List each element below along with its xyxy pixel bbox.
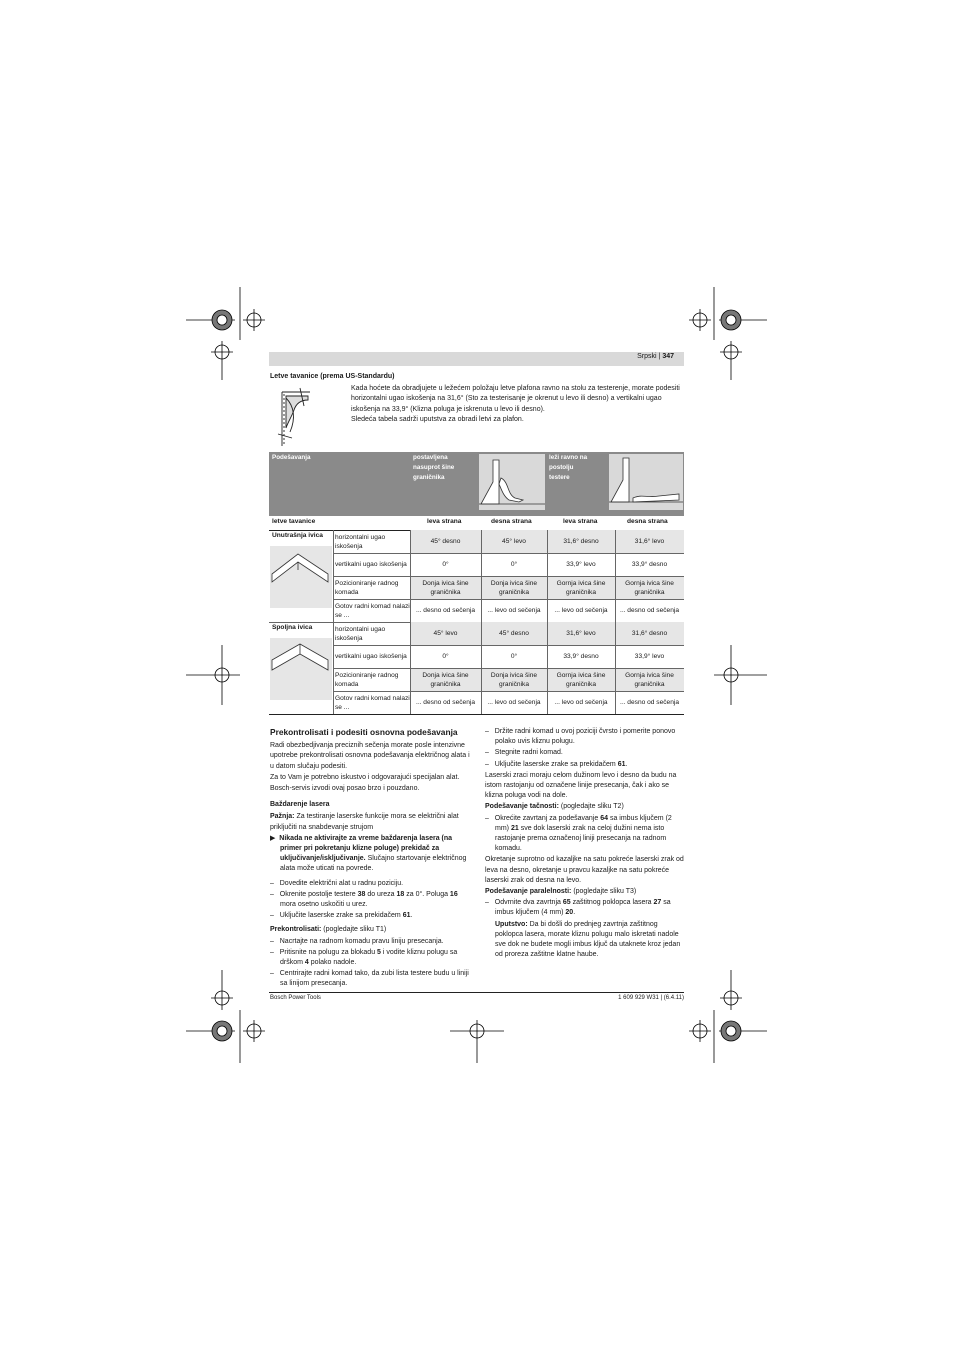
column-divider	[410, 530, 411, 714]
opt2-line-1: leži ravno na	[549, 454, 588, 461]
row-divider	[333, 691, 684, 692]
t: Odvrnite dva zavrtnja	[494, 899, 563, 907]
ref-number: 5	[377, 948, 381, 956]
t: Držite radni komad u ovoj poziciji čvrsto i pomerite ponovo polako uvis kliznu polugu.	[494, 728, 676, 746]
table-cell: ... desno od sečenja	[415, 699, 476, 706]
row-label: Gotov radni komad nalazi se ...	[335, 694, 410, 711]
table-cell: 0°	[510, 561, 518, 568]
right-column	[485, 727, 685, 961]
flat-position-illustration	[609, 454, 683, 510]
check-text: (pogledajte sliku T1)	[321, 926, 387, 934]
row-label: Gotov radni komad nalazi se ...	[335, 602, 410, 619]
table-cell: ... levo od sečenja	[487, 699, 541, 706]
table-cell: Donja ivica šine graničnika	[410, 576, 481, 599]
opt2-line-3: testere	[549, 474, 570, 481]
table-header-option-flat	[549, 453, 587, 483]
table-cell: 33,9° levo	[566, 561, 596, 568]
table-cell: 31,6° levo	[547, 622, 615, 645]
ref-number: 4	[304, 959, 309, 967]
dash: –	[270, 937, 274, 945]
table-cell: 31,6° desno	[615, 622, 684, 645]
opt2-line-2: postolju	[549, 464, 574, 471]
table-cell: 45° levo	[481, 530, 547, 553]
column-divider	[481, 530, 482, 714]
safety-bullet-text: Slučajno startovanje električnog alata može uticati na povrede.	[280, 855, 467, 873]
opt1-line-2: nasuprot šine	[413, 464, 455, 471]
ref-number: 27	[653, 899, 662, 907]
header-language: Srpski	[637, 353, 657, 360]
tip-text: Da bi došli do prednjeg zavrtnja zaštitnog poklopca lasera, morate kliznu polugu malo iskretati nadole sve dok ne budete mogli imbus ključ da utaknete kroz jedan od proreza zaštitne klatne haube.	[495, 920, 681, 959]
column-divider	[615, 530, 616, 714]
dash: –	[485, 728, 489, 735]
table-header-option-fence	[413, 453, 454, 483]
step-1	[270, 879, 470, 889]
dash: –	[270, 970, 274, 978]
check-step-4	[485, 727, 685, 747]
t: Uključite laserske zrake sa prekidačem	[494, 760, 618, 768]
ref-number: 65	[562, 899, 571, 907]
ref-number: 16	[449, 890, 458, 898]
ref-number: 18	[396, 890, 405, 898]
column-divider	[333, 530, 334, 714]
group-label-outer-corner: Spoljna ivica	[272, 624, 313, 631]
warning-text: Za testiranje laserske funkcije mora se električni alat priključiti na snabdevanje strujom	[270, 813, 459, 831]
parallel-text: (pogledajte sliku T3)	[571, 888, 637, 896]
table-cell: 45° desno	[481, 622, 547, 645]
row-divider	[333, 668, 684, 669]
row-label: Pozicioniranje radnog komada	[335, 579, 399, 596]
accuracy-step-1	[485, 814, 685, 855]
table-cell: ... levo od sečenja	[554, 699, 608, 706]
row-divider	[333, 599, 684, 600]
column-divider	[547, 530, 548, 714]
section-intro	[351, 384, 684, 426]
dash: –	[270, 879, 274, 887]
page-header-bar	[269, 352, 684, 366]
left-paragraph-3: Bosch-servis izvodi ovaj posao brzo i pouzdano.	[270, 785, 420, 793]
parallel-label: Podešavanje paralelnosti:	[485, 888, 572, 896]
table-cell: 33,9° levo	[634, 653, 665, 660]
check-step-1	[270, 937, 470, 947]
row-label: horizontalni ugao iskošenja	[335, 533, 386, 550]
parallel-step-1	[485, 898, 685, 918]
dash: –	[485, 760, 489, 768]
table-cell: ... levo od sečenja	[554, 607, 608, 614]
safety-bullet-bold: Nikada ne aktivirajte za vreme baždarenja lasera (na primer pri pokretanju klizne poluge) prekidač za uključivanje/isključivanje.	[279, 834, 453, 863]
table-cell: Gornja ivica šine graničnika	[615, 668, 684, 691]
table-cell: Donja ivica šine graničnika	[481, 668, 547, 691]
col-left-1: leva strana	[427, 518, 462, 525]
t: Nacrtajte na radnom komadu pravu liniju presecanja.	[279, 937, 444, 945]
page-header-text	[637, 353, 674, 360]
dash: –	[485, 749, 489, 757]
accuracy-text: (pogledajte sliku T2)	[558, 803, 624, 811]
t: sa imbus ključem (2 mm)	[495, 814, 672, 832]
ref-number: 64	[600, 814, 608, 822]
left-paragraph-1: Radi obezbedjivanja preciznih sečenja morate posle intenzivne upotrebe prekontrolisati osnovna podešavanja električnog alata i u datom slučaju podesiti.	[270, 742, 470, 770]
intro-paragraph-1: Kada hoćete da obradjujete u ležećem položaju letve plafona ravno na stolu za testerenje, morate podesiti horizontalni ugao iskošenja na 31,6° (Sto za testerisanje je okrenut u levo ili desno) a vertikalni ugao iskošenja na 33,9° (Klizna poluga je iskrenuta u levo ili desno).	[351, 385, 680, 413]
t: mora osetno uskočiti u urez.	[280, 901, 368, 909]
table-cell: ... desno od sečenja	[619, 699, 680, 706]
table-cell: 0°	[510, 653, 518, 660]
table-header	[269, 452, 684, 516]
intro-paragraph-2: Sledeća tabela sadrži uputstva za obradi letvi za plafon.	[351, 416, 524, 424]
row-label: vertikalni ugao iskošenja	[335, 561, 407, 568]
t: sa imbus ključem (4 mm)	[495, 899, 671, 917]
col-right-2: desna strana	[627, 518, 668, 525]
heading-check-settings: Prekontrolisati i podesiti osnovna podešavanja	[270, 727, 458, 737]
t: Pritisnite na polugu za blokadu	[279, 948, 378, 956]
step-2	[270, 890, 470, 910]
right-paragraph-1: Laserski zraci moraju celom dužinom levo i desno da budu na istom rastojanju od označene linije presecanja, čak i ako se klizna poluga vodi na dole.	[485, 771, 677, 800]
row-divider	[333, 645, 684, 646]
group-label-inner-corner: Unutrašnja ivica	[272, 532, 323, 539]
header-separator: |	[658, 353, 661, 360]
t: polako nadole.	[308, 959, 357, 967]
ref-number: 38	[357, 890, 366, 898]
inner-corner-illustration	[270, 546, 332, 608]
t: .	[625, 760, 628, 768]
warning-paragraph	[270, 812, 470, 832]
opt1-line-1: postavljena	[413, 454, 448, 461]
t: Okrenite postolje testere	[279, 890, 358, 898]
table-cell: 33,9° desno	[563, 653, 599, 660]
warning-label: Pažnja:	[270, 813, 295, 821]
left-column	[270, 727, 470, 991]
left-paragraph-2: Za to Vam je potrebno iskustvo i odgovarajući specijalan alat.	[270, 773, 460, 781]
row-divider	[333, 576, 684, 577]
check-step-3	[270, 969, 470, 989]
table-cell: 0°	[442, 561, 449, 568]
tip-paragraph	[485, 920, 685, 961]
ref-number: 21	[510, 824, 519, 832]
check-step-6	[485, 760, 685, 770]
page-number: 347	[662, 353, 674, 360]
ref-number: 61	[617, 760, 626, 768]
t: Centrirajte radni komad tako, da zubi lista testere budu u liniji sa linijom presecanja.	[279, 970, 469, 988]
footer-brand: Bosch Power Tools	[270, 995, 321, 1001]
ref-number: 20	[565, 909, 574, 917]
dash: –	[270, 912, 274, 920]
dash: –	[270, 890, 274, 898]
ceiling-moulding-illustration	[270, 384, 346, 450]
col-right-1: desna strana	[491, 518, 532, 525]
t: zaštitnog poklopca lasera	[570, 899, 654, 907]
table-cell: ... desno od sečenja	[619, 607, 680, 614]
dash: –	[485, 814, 489, 822]
row-label: Pozicioniranje radnog komada	[335, 671, 399, 688]
row-divider	[333, 553, 684, 554]
table-cell: Gornja ivica šine graničnika	[547, 668, 615, 691]
table-header-settings: Podešavanja	[272, 454, 311, 461]
table-body	[269, 530, 684, 713]
t: .	[573, 909, 576, 917]
t: Okrećite zavrtanj za podešavanje	[494, 814, 601, 822]
table-cell: 0°	[442, 653, 449, 660]
check-heading	[270, 925, 470, 935]
t: za 0°. Poluga	[404, 890, 450, 898]
check-label: Prekontrolisati:	[270, 926, 322, 934]
table-cell: 33,9° desno	[631, 561, 668, 568]
t: .	[410, 912, 413, 920]
accuracy-heading	[485, 802, 685, 812]
safety-bullet	[270, 834, 470, 875]
table-cell: Gornja ivica šine graničnika	[547, 576, 615, 599]
col-left-2: leva strana	[563, 518, 598, 525]
dash: –	[270, 948, 274, 956]
table-cell: Donja ivica šine graničnika	[481, 576, 547, 599]
table-cell: 45° levo	[410, 622, 481, 645]
table-column-header-row	[269, 516, 684, 531]
bullet-arrow-icon: ▶	[270, 834, 276, 842]
t: Uključite laserske zrake sa prekidačem	[279, 912, 403, 920]
step-1-text: Dovedite električni alat u radnu poziciju.	[279, 879, 404, 887]
dash: –	[485, 899, 489, 907]
footer-doc-number: 1 609 929 W31 | (6.4.11)	[618, 995, 684, 1001]
table-cell: 31,6° desno	[547, 530, 615, 553]
opt1-line-3: graničnika	[413, 474, 445, 481]
outer-corner-illustration	[270, 638, 332, 700]
row-label: vertikalni ugao iskošenja	[335, 653, 407, 660]
col-label: letve tavanice	[272, 518, 316, 525]
table-cell: Donja ivica šine graničnika	[410, 668, 481, 691]
fence-position-illustration	[479, 454, 545, 510]
right-paragraph-2: Okretanje suprotno od kazaljke na satu pokreće laserski zrak od leva na desno, okretanje u pravcu kazaljke na satu pokreće laserski zrak od desna na levo.	[485, 856, 684, 884]
table-cell: ... levo od sečenja	[487, 607, 541, 614]
accuracy-label: Podešavanje tačnosti:	[485, 803, 559, 811]
parallel-heading	[485, 887, 685, 897]
section-title-ceiling-moulding: Letve tavanice (prema US-Standardu)	[270, 373, 395, 380]
t: i vodite kliznu polugu sa drškom	[280, 948, 458, 967]
ref-number: 61	[402, 912, 411, 920]
check-step-2	[270, 948, 470, 968]
row-label: horizontalni ugao iskošenja	[335, 625, 386, 642]
check-step-5	[485, 748, 685, 758]
heading-laser-calibration: Baždarenje lasera	[270, 801, 330, 809]
table-cell: Gornja ivica šine graničnika	[615, 576, 684, 599]
tip-label: Uputstvo:	[495, 920, 528, 928]
group-divider	[269, 714, 684, 715]
t: do ureza	[365, 890, 397, 898]
table-cell: 31,6° levo	[615, 530, 684, 553]
t: Stegnite radni komad.	[494, 749, 563, 757]
t: sve dok laserski zrak na celoj dužini nema isto rastojanje prema označenoj liniji presecanja na radnom komadu.	[495, 824, 667, 853]
footer-rule	[269, 992, 684, 993]
table-cell: ... desno od sečenja	[415, 607, 476, 614]
step-3	[270, 911, 470, 921]
table-cell: 45° desno	[410, 530, 481, 553]
